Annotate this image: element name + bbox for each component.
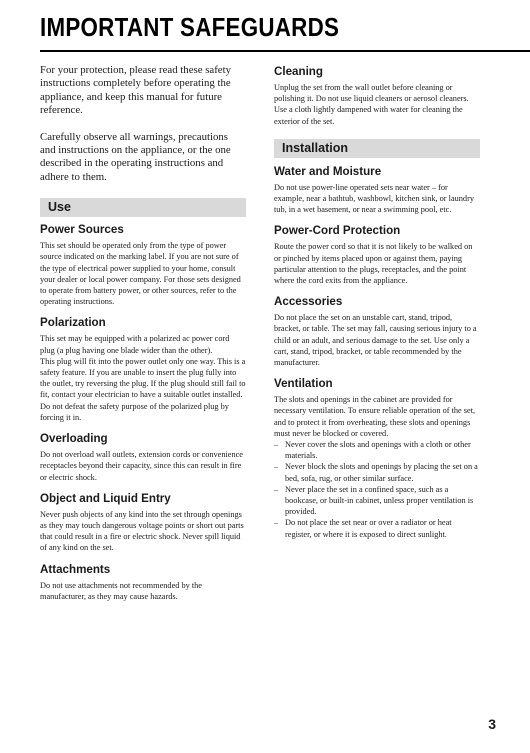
text-cleaning: Unplug the set from the wall outlet before cleaning or polishing it. Do not use liquid cleaners or aerosol cleaners. Use a cloth lightly dampened with water for cleaning the exterior of the set. [274, 83, 469, 126]
heading-attachments: Attachments [40, 562, 111, 576]
heading-polarization: Polarization [40, 316, 106, 330]
text-overloading: Do not overload wall outlets, extension cords or convenience receptacles beyond their capacity, since this can result in fire or electric shock. [40, 450, 243, 482]
list-item [274, 517, 480, 539]
text-object-liquid-entry: Never push objects of any kind into the set through openings as they may touch dangerous voltage points or short out parts that could result in a fire or electric shock. Never spill liquid of any kind on the set. [40, 509, 244, 553]
list-item [274, 439, 480, 461]
bullet-dash: – [274, 462, 279, 472]
list-item-text: Never block the slots and openings by placing the set on a bed, sofa, rug, or other similar surface. [285, 462, 478, 483]
text-power-sources: This set should be operated only from the type of power source indicated on the marking label. If you are not sure of the type of electrical power supplied to your home, consult your dealer or local power company. For those sets designed to operate from battery power, or other sources, refer to the operating instructions. [40, 241, 241, 307]
text-power-cord-protection: Route the power cord so that it is not likely to be walked on or pinched by items placed upon or against them, paying particular attention to the plugs, receptacles, and the point where the cord exits from the appliance. [274, 242, 473, 286]
heading-power-cord-protection: Power-Cord Protection [274, 224, 401, 238]
heading-cleaning: Cleaning [274, 65, 323, 78]
heading-object-liquid-entry: Object and Liquid Entry [40, 491, 171, 505]
page-title: IMPORTANT SAFEGUARDS [40, 12, 340, 42]
text-water-moisture: Do not use power-line operated sets near water – for example, near a bathtub, washbowl, kitchen sink, or laundry tub, in a wet basement, or near a swimming pool, etc. [274, 182, 474, 215]
list-item-text: Do not place the set near or over a radiator or heat register, or where it is exposed to direct sunlight. [285, 518, 452, 539]
right-column [274, 64, 480, 540]
page-number: 3 [488, 716, 496, 732]
list-item [274, 461, 480, 483]
heading-accessories: Accessories [274, 295, 343, 309]
title-rule [40, 50, 530, 52]
text-accessories: Do not place the set on an unstable cart, stand, tripod, bracket, or table. The set may fall, causing serious injury to a child or an adult, and serious damage to the set. Use only a cart, stand, tripod, bracket, or table recommended by the manufacturer. [274, 313, 477, 368]
left-column [40, 64, 246, 610]
heading-power-sources: Power Sources [40, 223, 124, 237]
ventilation-list [274, 439, 480, 540]
section-band-installation: Installation [274, 139, 480, 158]
text-attachments: Do not use attachments not recommended by the manufacturer, as they may cause hazards. [40, 580, 202, 601]
list-item-text: Never cover the slots and openings with a cloth or other materials. [285, 440, 471, 461]
intro-paragraph-2: Carefully observe all warnings, precautions and instructions on the appliance, or the one described in the operating instructions and adhere to them. [40, 130, 231, 183]
heading-ventilation: Ventilation [274, 377, 333, 391]
list-item [274, 484, 480, 518]
list-item-text: Never place the set in a confined space, such as a bookcase, or built-in cabinet, unless proper ventilation is provided. [285, 484, 474, 517]
text-polarization-2: This plug will fit into the power outlet only one way. This is a safety feature. If you are unable to insert the plug fully into the outlet, try reversing the plug. If the plug should still fail to fit, contact your electrician to have a suitable outlet installed. Do not defeat the safety purpose of the polarized plug by forcing it in. [40, 356, 246, 422]
section-band-use: Use [40, 198, 246, 217]
text-polarization-1: This set may be equipped with a polarized ac power cord plug (a plug having one blade wider than the other). [40, 334, 230, 355]
bullet-dash: – [274, 440, 279, 450]
bullet-dash: – [274, 518, 279, 528]
text-ventilation: The slots and openings in the cabinet are provided for necessary ventilation. To ensure reliable operation of the set, and to protect it from overheating, these slots and openings must never be blocked or covered. [274, 395, 476, 438]
bullet-dash: – [274, 484, 279, 494]
heading-water-moisture: Water and Moisture [274, 164, 382, 178]
intro-paragraph-1: For your protection, please read these safety instructions completely before operating the appliance, and keep this manual for future reference. [40, 64, 231, 117]
heading-overloading: Overloading [40, 432, 108, 446]
